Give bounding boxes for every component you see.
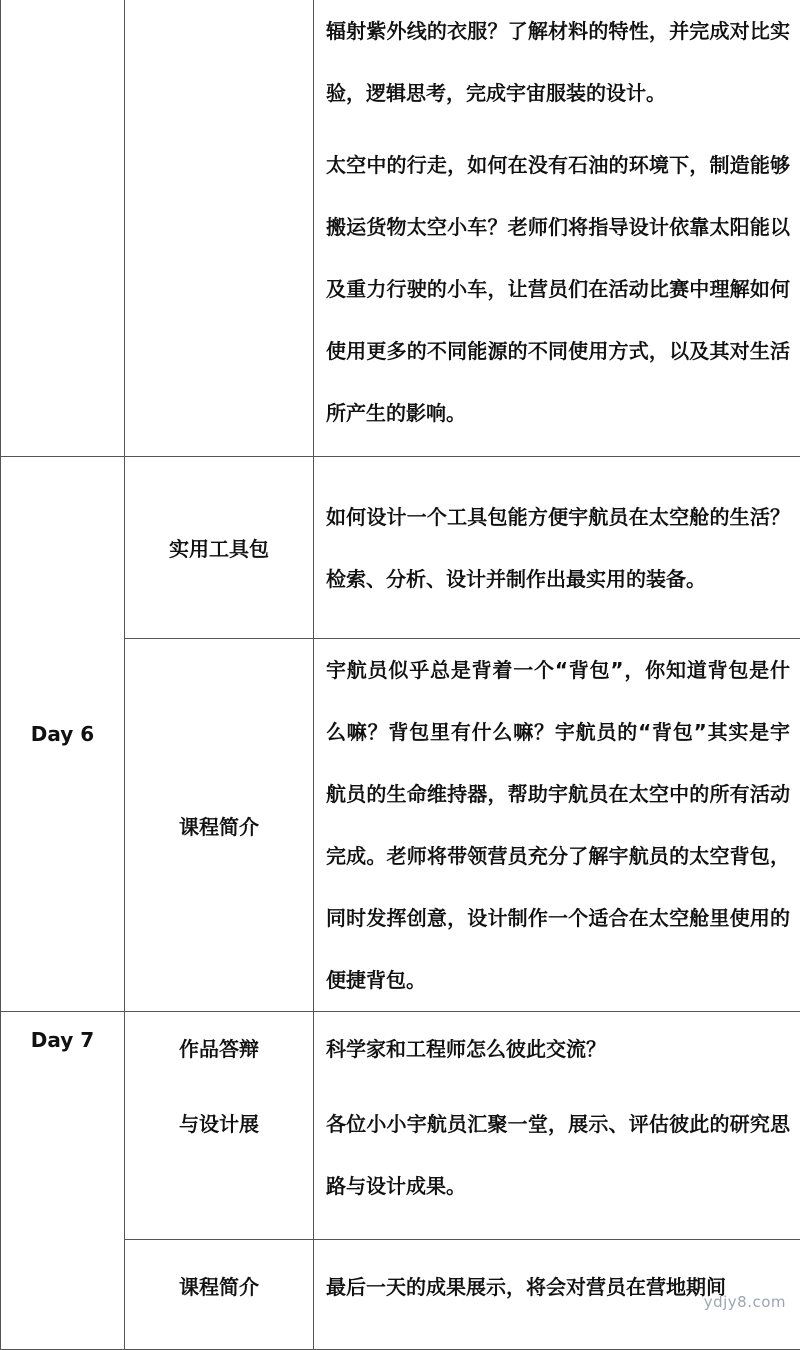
day-cell: Day 7 — [1, 1012, 125, 1350]
description-paragraph: 宇航员似乎总是背着一个“背包”，你知道背包是什么嘛？背包里有什么嘛？宇航员的“背包”其实是宇航员的生命维持器，帮助宇航员在太空中的所有活动完成。老师将带领营员充分了解宇航员的太空背包，同时发挥创意，设计制作一个适合在太空舱里使用的便捷背包。 — [326, 639, 790, 1011]
topic-line: 与设计展 — [125, 1087, 313, 1162]
description-cell — [314, 639, 800, 1012]
day-cell-empty — [1, 0, 125, 457]
day-cell: Day 6 — [1, 457, 125, 1012]
description-paragraph: 科学家和工程师怎么彼此交流？ — [326, 1018, 790, 1080]
description-paragraph: 太空中的行走，如何在没有石油的环境下，制造能够搬运货物太空小车？老师们将指导设计依靠太阳能以及重力行驶的小车，让营员们在活动比赛中理解如何使用更多的不同能源的不同使用方式，以及其对生活所产生的影响。 — [326, 134, 790, 444]
topic-cell: 课程简介 — [125, 1240, 314, 1350]
topic-cell — [125, 1012, 314, 1240]
table-row — [1, 457, 800, 639]
description-cell — [314, 457, 800, 639]
table-row — [1, 1012, 800, 1240]
topic-line: 作品答辩 — [125, 1012, 313, 1087]
description-paragraph: 最后一天的成果展示，将会对营员在营地期间 — [326, 1256, 790, 1318]
description-paragraph: 辐射紫外线的衣服？了解材料的特性，并完成对比实验，逻辑思考，完成宇宙服装的设计。 — [326, 0, 790, 124]
topic-cell-empty — [125, 0, 314, 457]
description-paragraph: 如何设计一个工具包能方便宇航员在太空舱的生活？检索、分析、设计并制作出最实用的装备。 — [326, 486, 790, 610]
description-cell — [314, 0, 800, 457]
watermark: ydjy8.com — [704, 1293, 786, 1311]
topic-cell: 课程简介 — [125, 639, 314, 1012]
description-cell — [314, 1012, 800, 1240]
description-paragraph: 各位小小宇航员汇聚一堂，展示、评估彼此的研究思路与设计成果。 — [326, 1093, 790, 1217]
table-row — [1, 0, 800, 457]
topic-cell: 实用工具包 — [125, 457, 314, 639]
